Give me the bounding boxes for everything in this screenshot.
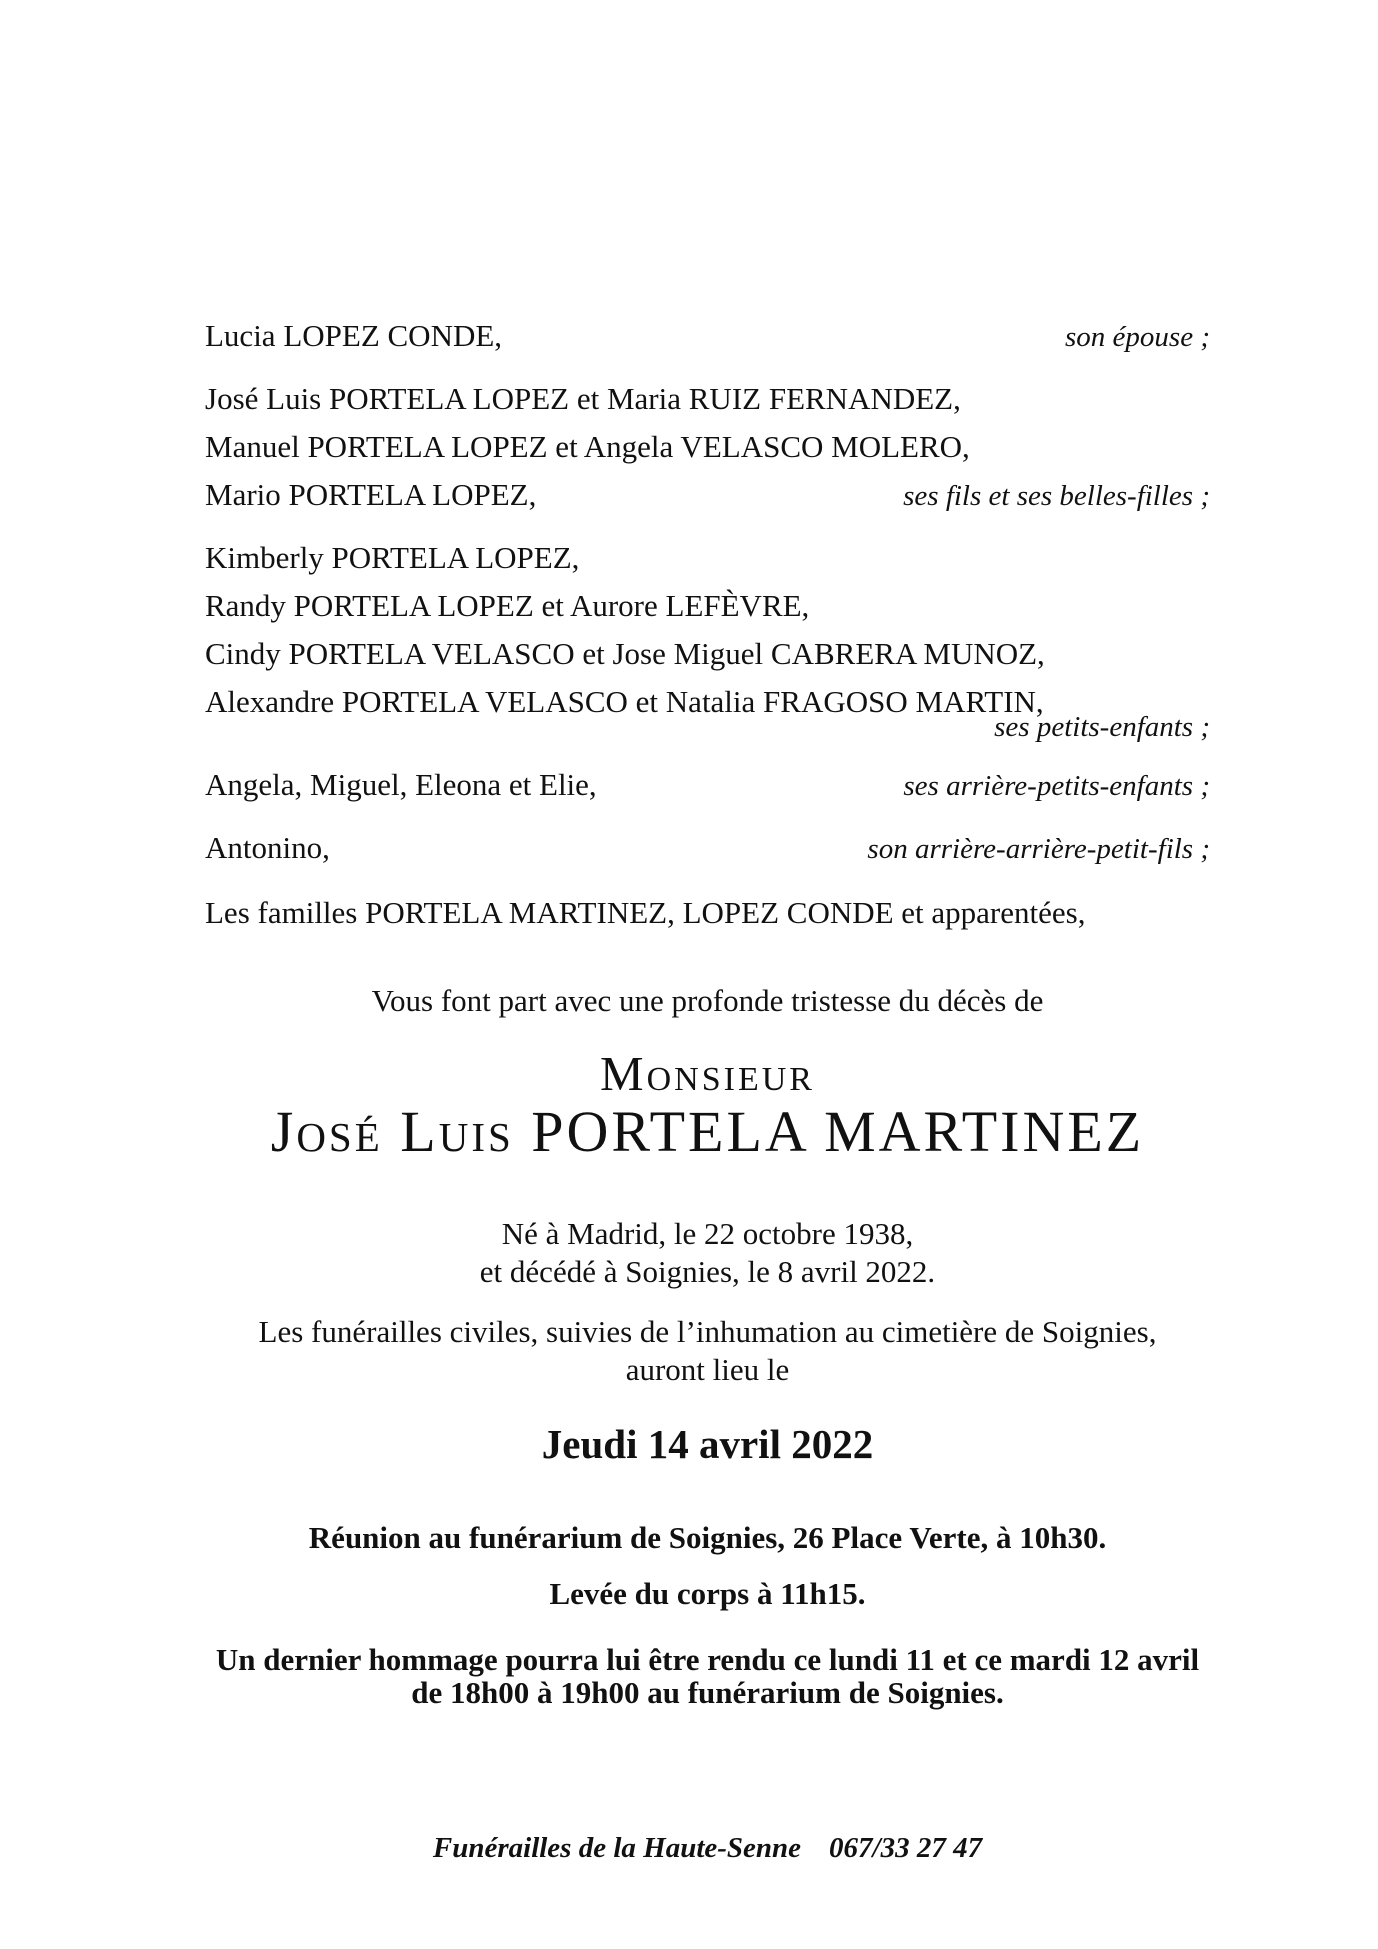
child-row-last <box>205 471 1210 520</box>
grandchildren-relation-label: ses petits-enfants ; <box>994 711 1210 743</box>
deceased-title: Monsieur <box>600 1046 815 1101</box>
great-great-grandson-row <box>205 824 1210 873</box>
funeral-home-phone: 067/33 27 47 <box>829 1832 983 1864</box>
great-grandchildren-row <box>205 761 1210 810</box>
funeral-line-2: auront lieu le <box>625 1352 790 1387</box>
birth-line: Né à Madrid, le 22 octobre 1938, <box>501 1216 914 1251</box>
intro-line: Vous font part avec une profonde tristesse du décès de <box>371 983 1044 1018</box>
children-relation-label: ses fils et ses belles-filles ; <box>903 480 1210 512</box>
meeting-line: Réunion au funérarium de Soignies, 26 Place Verte, à 10h30. <box>308 1520 1107 1555</box>
children-group <box>205 375 1210 520</box>
spouse-row <box>205 312 1210 361</box>
levee-line: Levée du corps à 11h15. <box>549 1576 866 1611</box>
great-great-grandson-relation-label: son arrière-arrière-petit-fils ; <box>867 833 1210 865</box>
hommage-line: Un dernier hommage pourra lui être rendu ce lundi 11 et ce mardi 12 avril de 18h00 à 19h00 au funérarium de Soignies. <box>215 1642 1200 1710</box>
funeral-home-name: Funérailles de la Haute-Senne <box>432 1832 802 1864</box>
grandchild-line: Cindy PORTELA VELASCO et Jose Miguel CABRERA MUNOZ, <box>205 636 1045 671</box>
funeral-line-1: Les funérailles civiles, suivies de l’inhumation au cimetière de Soignies, <box>258 1314 1157 1349</box>
deceased-name: José Luis PORTELA MARTINEZ <box>270 1099 1145 1164</box>
funeral-date: Jeudi 14 avril 2022 <box>541 1421 874 1467</box>
grandchild-line: Randy PORTELA LOPEZ et Aurore LEFÈVRE, <box>205 588 810 623</box>
spouse-relation-label: son épouse ; <box>1065 321 1210 353</box>
birth-death-block <box>205 1215 1210 1291</box>
grandchild-line: Kimberly PORTELA LOPEZ, <box>205 540 580 575</box>
child-line: José Luis PORTELA LOPEZ et Maria RUIZ FERNANDEZ, <box>205 381 961 416</box>
grandchildren-group <box>205 534 1210 747</box>
funeral-block <box>205 1313 1210 1389</box>
child-line: Manuel PORTELA LOPEZ et Angela VELASCO MOLERO, <box>205 429 970 464</box>
great-great-grandson-name: Antonino, <box>205 830 330 865</box>
spouse-name: Lucia LOPEZ CONDE, <box>205 318 503 353</box>
great-grandchildren-names: Angela, Miguel, Eleona et Elie, <box>205 767 597 802</box>
grandchild-line: Alexandre PORTELA VELASCO et Natalia FRAGOSO MARTIN, <box>205 684 1044 719</box>
families-line: Les familles PORTELA MARTINEZ, LOPEZ CONDE et apparentées, <box>205 895 1086 930</box>
child-line: Mario PORTELA LOPEZ, <box>205 477 537 512</box>
death-line: et décédé à Soignies, le 8 avril 2022. <box>479 1254 936 1289</box>
great-grandchildren-relation-label: ses arrière-petits-enfants ; <box>903 770 1210 802</box>
funeral-home-footer <box>205 1831 1210 1865</box>
